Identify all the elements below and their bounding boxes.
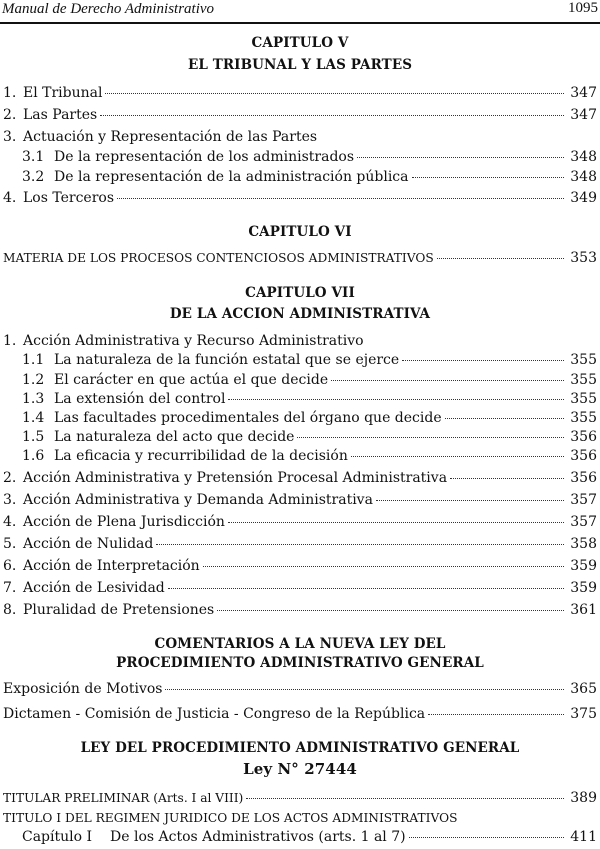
entry-number: 1.1 xyxy=(22,352,45,368)
entry-title: De la representación de la administración pública xyxy=(54,169,409,185)
entry-title: De la representación de los administrados xyxy=(54,149,355,165)
entry-number: 1.2 xyxy=(22,372,45,388)
dot-leader xyxy=(217,610,564,611)
entry-title: Exposición de Motivos xyxy=(3,681,163,697)
toc-entry[interactable] xyxy=(3,558,597,578)
chapter-subheading: EL TRIBUNAL Y LAS PARTES xyxy=(187,57,413,73)
dot-leader xyxy=(297,437,564,438)
toc-section-title[interactable]: TITULO I DEL REGIMEN JURIDICO DE LOS ACTOS ADMINISTRATIVOS xyxy=(3,811,458,825)
dot-leader xyxy=(246,798,564,799)
entry-number: 6. xyxy=(3,558,17,574)
entry-number: 1.6 xyxy=(22,448,45,464)
entry-page: 357 xyxy=(570,514,597,530)
entry-title: La naturaleza de la función estatal que se ejerce xyxy=(54,352,400,368)
dot-leader xyxy=(165,689,564,690)
entry-page: 365 xyxy=(570,681,597,697)
dot-leader xyxy=(450,478,564,479)
entry-title: El Tribunal xyxy=(23,85,103,101)
entry-number: 8. xyxy=(3,602,17,618)
section-heading: PROCEDIMIENTO ADMINISTRATIVO GENERAL xyxy=(116,655,484,671)
chapter-heading: CAPITULO VII xyxy=(245,285,355,301)
running-title: Manual de Derecho Administrativo xyxy=(2,1,215,17)
toc-entry[interactable] xyxy=(22,169,597,189)
entry-title: Acción Administrativa y Pretensión Procesal Administrativa xyxy=(23,470,448,486)
toc-entry[interactable] xyxy=(22,391,597,411)
dot-leader xyxy=(331,380,564,381)
entry-page: 356 xyxy=(570,470,597,486)
entry-number: 1. xyxy=(3,333,17,349)
toc-entry[interactable] xyxy=(22,448,597,468)
entry-title: La naturaleza del acto que decide xyxy=(54,429,295,445)
entry-number: 4. xyxy=(3,190,17,206)
toc-entry[interactable] xyxy=(22,149,597,169)
entry-number: 1.3 xyxy=(22,391,45,407)
entry-number: 2. xyxy=(3,107,17,123)
law-number: Ley N° 27444 xyxy=(243,760,357,778)
chapter-heading: CAPITULO VI xyxy=(248,224,352,240)
entry-title: Los Terceros xyxy=(23,190,115,206)
entry-page: 353 xyxy=(570,250,597,266)
entry-page: 355 xyxy=(570,410,597,426)
entry-number: 2. xyxy=(3,470,17,486)
entry-title: Actuación y Representación de las Partes xyxy=(23,129,318,145)
entry-page: 389 xyxy=(570,790,597,806)
toc-entry[interactable] xyxy=(22,372,597,392)
toc-entry[interactable] xyxy=(3,514,597,534)
dot-leader xyxy=(351,456,564,457)
entry-page: 356 xyxy=(570,448,597,464)
entry-title: Acción de Lesividad xyxy=(23,580,165,596)
dot-leader xyxy=(117,198,564,199)
dot-leader xyxy=(228,399,564,400)
entry-number: 5. xyxy=(3,536,17,552)
toc-entry[interactable] xyxy=(3,107,597,127)
chapter-heading: CAPITULO V xyxy=(251,35,349,51)
entry-number: 3.2 xyxy=(22,169,45,185)
toc-entry[interactable] xyxy=(22,829,597,849)
toc-entry[interactable] xyxy=(3,250,597,270)
entry-title: Las Partes xyxy=(23,107,98,123)
dot-leader xyxy=(402,360,564,361)
dot-leader xyxy=(203,566,564,567)
toc-entry[interactable] xyxy=(3,790,597,810)
toc-entry[interactable] xyxy=(3,536,597,556)
entry-title: Acción Administrativa y Recurso Administrativo xyxy=(23,333,364,349)
entry-page: 349 xyxy=(570,190,597,206)
entry-title: Acción de Nulidad xyxy=(23,536,154,552)
dot-leader xyxy=(105,93,564,94)
section-heading: COMENTARIOS A LA NUEVA LEY DEL xyxy=(154,636,446,652)
toc-section-title[interactable] xyxy=(3,129,317,145)
entry-number: 3. xyxy=(3,492,17,508)
entry-number: 3.1 xyxy=(22,149,45,165)
entry-page: 359 xyxy=(570,580,597,596)
entry-page: 375 xyxy=(570,706,597,722)
section-heading: LEY DEL PROCEDIMIENTO ADMINISTRATIVO GENERAL xyxy=(80,740,520,756)
dot-leader xyxy=(100,115,564,116)
entry-title: Acción de Plena Jurisdicción xyxy=(23,514,225,530)
entry-title: Acción Administrativa y Demanda Administrativa xyxy=(23,492,373,508)
toc-entry[interactable] xyxy=(3,580,597,600)
dot-leader xyxy=(168,588,564,589)
entry-title: La eficacia y recurribilidad de la decisión xyxy=(54,448,348,464)
dot-leader xyxy=(428,714,564,715)
entry-number: 1.5 xyxy=(22,429,45,445)
entry-page: 356 xyxy=(570,429,597,445)
entry-title: La extensión del control xyxy=(54,391,226,407)
entry-number: Capítulo I xyxy=(22,829,93,845)
entry-page: 361 xyxy=(570,602,597,618)
entry-number: 7. xyxy=(3,580,17,596)
entry-title: Acción de Interpretación xyxy=(23,558,200,574)
toc-entry[interactable] xyxy=(22,429,597,449)
entry-title: MATERIA DE LOS PROCESOS CONTENCIOSOS ADMINISTRATIVOS xyxy=(3,251,434,265)
dot-leader xyxy=(228,522,564,523)
entry-page: 347 xyxy=(570,107,597,123)
entry-page: 347 xyxy=(570,85,597,101)
entry-page: 355 xyxy=(570,372,597,388)
entry-page: 348 xyxy=(570,169,597,185)
entry-page: 355 xyxy=(570,352,597,368)
dot-leader xyxy=(156,544,564,545)
entry-page: 355 xyxy=(570,391,597,407)
entry-number: 4. xyxy=(3,514,17,530)
entry-page: 358 xyxy=(570,536,597,552)
entry-number: 1. xyxy=(3,85,17,101)
entry-title: Las facultades procedimentales del órgano que decide xyxy=(54,410,442,426)
toc-entry[interactable] xyxy=(3,681,597,701)
dot-leader xyxy=(445,418,564,419)
toc-entry[interactable] xyxy=(3,706,597,726)
toc-entry[interactable] xyxy=(3,85,597,105)
entry-page: 348 xyxy=(570,149,597,165)
dot-leader xyxy=(409,837,564,838)
entry-title: TITULAR PRELIMINAR (Arts. I al VIII) xyxy=(3,791,244,805)
dot-leader xyxy=(376,500,564,501)
toc-entry[interactable] xyxy=(3,470,597,490)
dot-leader xyxy=(437,258,564,259)
chapter-subheading: DE LA ACCION ADMINISTRATIVA xyxy=(169,306,431,322)
dot-leader xyxy=(412,177,565,178)
toc-entry[interactable] xyxy=(3,190,597,210)
entry-page: 411 xyxy=(570,829,597,845)
entry-number: 3. xyxy=(3,129,17,145)
toc-entry[interactable] xyxy=(3,602,597,622)
page-number: 1095 xyxy=(568,0,598,16)
entry-title: Dictamen - Comisión de Justicia - Congreso de la República xyxy=(3,706,426,722)
toc-entry[interactable] xyxy=(22,410,597,430)
dot-leader xyxy=(357,157,564,158)
entry-title: El carácter en que actúa el que decide xyxy=(54,372,329,388)
entry-title: Pluralidad de Pretensiones xyxy=(23,602,215,618)
entry-title: De los Actos Administrativos (arts. 1 al 7) xyxy=(110,829,406,845)
toc-entry[interactable] xyxy=(3,492,597,512)
toc-entry[interactable] xyxy=(22,352,597,372)
entry-number: 1.4 xyxy=(22,410,45,426)
toc-section-title[interactable] xyxy=(3,333,364,349)
entry-page: 357 xyxy=(570,492,597,508)
entry-page: 359 xyxy=(570,558,597,574)
